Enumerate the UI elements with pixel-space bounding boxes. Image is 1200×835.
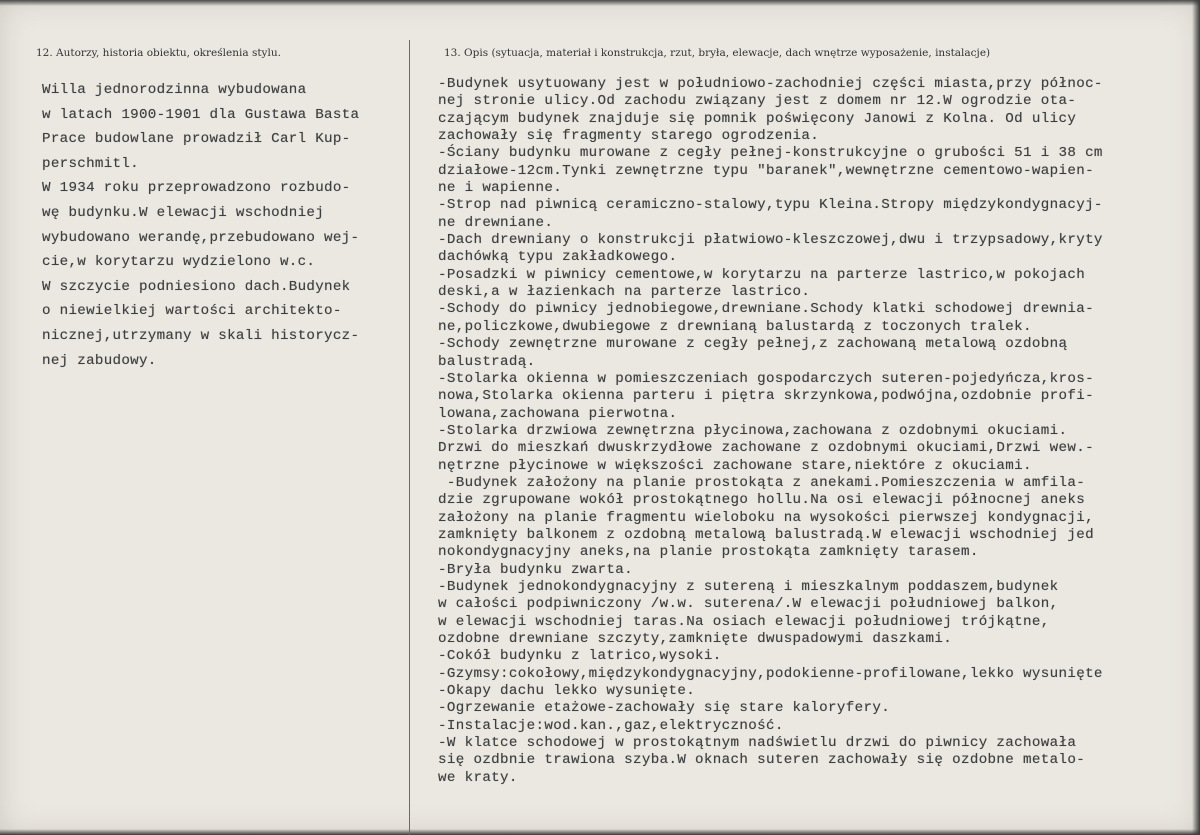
scan-edge-right [1192,0,1200,835]
text-line: w całości podpiwniczony /w.w. suterena/.W elewacji południowej balkon, [438,596,1059,613]
text-line: -Okapy dachu lekko wysunięte. [438,683,696,700]
text-line: W szczycie podniesiono dach.Budynek [42,278,351,295]
text-line: -Instalacje:wod.kan.,gaz,elektryczność. [438,717,784,734]
text-line: Drzwi do mieszkań dwuskrzydłowe zachowane z ozdobnymi okuciami,Drzwi wew.- [438,440,1094,457]
text-line: nej stronie ulicy.Od zachodu związany jest z domem nr 12.W ogrodzie ota- [438,93,1077,110]
text-line: -Schody do piwnicy jednobiegowe,drewniane.Schody klatki schodowej drewnia- [438,301,1094,318]
text-line: -Strop nad piwnicą ceramiczno-stalowy,typu Kleina.Stropy międzykondygnacyj- [438,197,1103,214]
text-line: działowe-12cm.Tynki zewnętrzne typu "baranek",wewnętrzne cementowo-wapien- [438,162,1094,179]
section-12-text [42,78,359,373]
text-line: lowana,zachowana pierwotna. [438,405,678,422]
text-line: czającym budynek znajduje się pomnik poświęcony Janowi z Kolna. Od ulicy [438,110,1077,127]
scan-edge-top [0,0,1200,6]
text-line: nowa,Stolarka okienna parteru i piętra skrzynkowa,podwójna,ozdobnie profi- [438,388,1094,405]
text-line: deski,a w łazienkach na parterze lastrico. [438,284,811,301]
text-line: -Budynek usytuowany jest w południowo-zachodniej części miasta,przy północ- [438,76,1103,92]
text-line: -Gzymsy:cokołowy,międzykondygnacyjny,podokienne-profilowane,lekko wysunięte [438,665,1103,682]
scan-edge-bottom [0,829,1200,835]
text-line: -Ogrzewanie etażowe-zachowały się stare kaloryfery. [438,700,891,717]
section-12-header: 12. Autorzy, historia obiektu, określenia stylu. [36,47,281,59]
text-line: założony na planie fragmentu wieloboku na wysokości pierwszej kondygnacji, [438,509,1094,526]
text-line: w latach 1900-1901 dla Gustawa Basta [42,106,360,123]
text-line: -Bryła budynku zwarta. [438,561,634,578]
text-line: -Stolarka okienna w pomieszczeniach gospodarczych suteren-pojedyńcza,kros- [438,370,1094,387]
text-line: w elewacji wschodniej taras.Na osiach elewacji południowej trójkątne, [438,613,1050,630]
text-line: zamknięty balkonem z ozdobną metalową balustradą.W elewacji wschodniej jed [438,526,1094,543]
text-line: we kraty. [438,769,518,786]
text-line: ozdobne drewniane szczyty,zamknięte dwuspadowymi daszkami. [438,631,953,647]
text-line: Prace budowlane prowadził Carl Kup- [42,131,351,148]
text-line: zachowały się fragmenty starego ogrodzenia. [438,128,820,145]
text-line: -Stolarka drzwiowa zewnętrzna płycinowa,zachowana z ozdobnymi okuciami. [438,422,1068,439]
text-line: nętrzne płycinowe w większości zachowane stare,niektóre z okuciami. [438,457,1032,474]
text-line: cie,w korytarzu wydzielono w.c. [42,254,316,271]
text-line: -Budynek jednokondygnacyjny z sutereną i mieszkalnym poddaszem,budynek [438,578,1059,595]
text-line: nej zabudowy. [42,352,157,369]
text-line: -Cokół budynku z latrico,wysoki. [438,648,722,665]
text-line: ne drewniane. [438,214,554,231]
text-line: dachówką typu zakładkowego. [438,249,678,266]
text-line: Willa jednorodzinna wybudowana [42,82,307,98]
text-line: ne,policzkowe,dwubiegowe z drewnianą balustardą z toczonych tralek. [438,318,1032,335]
text-line: wę budynku.W elewacji wschodniej [42,204,325,221]
text-line: balustradą. [438,353,536,370]
text-line: perschmitl. [42,155,139,172]
text-line: wybudowano werandę,przebudowano wej- [42,229,360,246]
text-line: dzie zgrupowane wokół prostokątnego hollu.Na osi elewacji północnej aneks [438,492,1086,509]
section-13-header: 13. Opis (sytuacja, materiał i konstrukcja, rzut, bryła, elewacje, dach wnętrze wyposażenie, instalacje) [444,47,991,59]
text-line: -Schody zewnętrzne murowane z cegły pełnej,z zachowaną metalową ozdobną [438,336,1068,353]
text-line: W 1934 roku przeprowadzono rozbudo- [42,180,351,197]
text-line: -Ściany budynku murowane z cegły pełnej-konstrukcyjne o grubości 51 i 38 cm [438,145,1103,162]
text-line: -W klatce schodowej w prostokątnym nadświetlu drzwi do piwnicy zachowała [438,735,1077,752]
text-line: o niewielkiej wartości architekto- [42,303,342,320]
text-line: się ozdbnie trawiona szyba.W oknach suteren zachowały się ozdobne metalo- [438,752,1086,769]
text-line: -Budynek założony na planie prostokąta z anekami.Pomieszczenia w amfila- [438,474,1086,491]
section-13-text [438,76,1103,787]
text-line: nicznej,utrzymany w skali historycz- [42,327,360,344]
text-line: -Posadzki w piwnicy cementowe,w korytarzu na parterze lastrico,w pokojach [438,266,1086,283]
text-line: nokondygnacyjny aneks,na planie prostokąta zamknięty tarasem. [438,544,979,561]
column-divider [409,40,410,835]
text-line: -Dach drewniany o konstrukcji płatwiowo-kleszczowej,dwu i trzypsadowy,kryty [438,232,1103,249]
text-line: ne i wapienne. [438,180,563,197]
